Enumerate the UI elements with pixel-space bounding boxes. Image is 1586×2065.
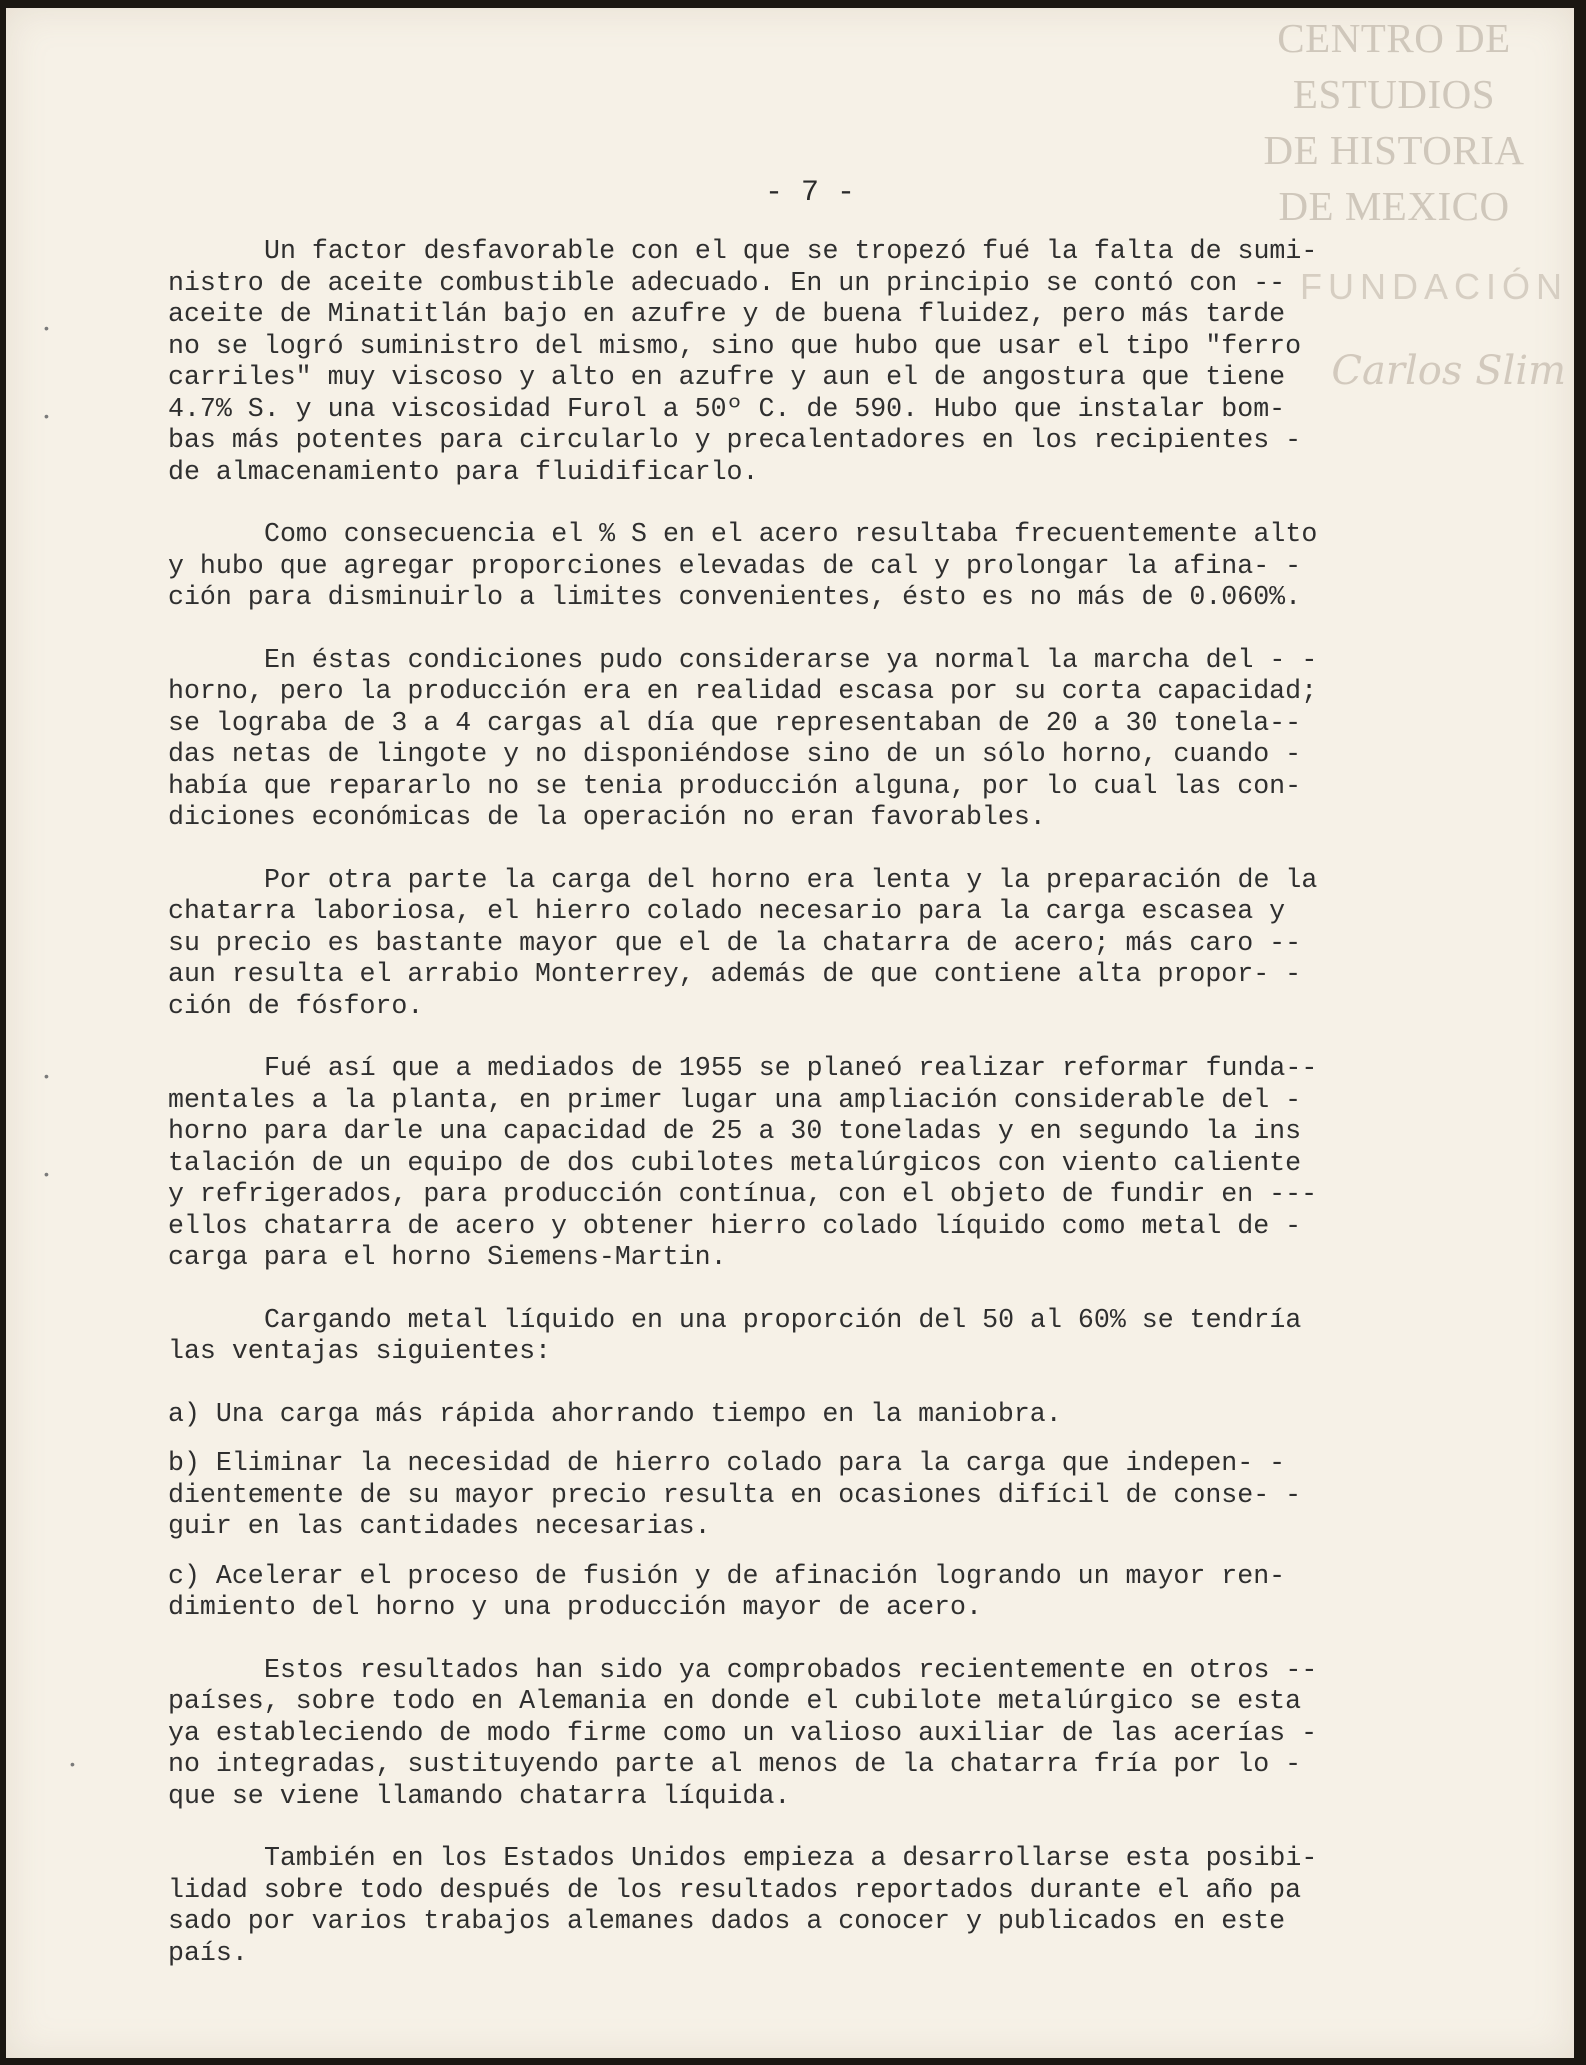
paragraph: [168, 645, 1498, 834]
watermark-line: DE MEXICO: [1278, 183, 1510, 229]
text-line: había que repararlo no se tenia producción alguna, por lo cual las con-: [168, 770, 1302, 801]
text-line: chatarra laboriosa, el hierro colado necesario para la carga escasea y: [168, 896, 1286, 926]
text-line: carga para el horno Siemens-Martin.: [168, 1242, 727, 1272]
text-line: aun resulta el arrabio Monterrey, además de que contiene alta propor- -: [168, 959, 1302, 989]
text-line: En éstas condiciones pudo considerarse ya normal la marcha del - -: [264, 644, 1318, 675]
paragraph: [168, 236, 1498, 488]
text-line: mentales a la planta, en primer lugar una ampliación considerable del -: [168, 1084, 1302, 1115]
text-line: 4.7% S. y una viscosidad Furol a 50º C. de 590. Hubo que instalar bom-: [168, 393, 1286, 424]
text-line: ya estableciendo de modo firme como un valioso auxiliar de las acerías -: [168, 1717, 1318, 1748]
text-line: dimiento del horno y una producción mayor de acero.: [168, 1592, 982, 1622]
text-line: ellos chatarra de acero y obtener hierro colado líquido como metal de -: [168, 1210, 1302, 1241]
paragraph: [168, 1305, 1498, 1368]
page-number: - 7 -: [764, 176, 855, 210]
text-line: lidad sobre todo después de los resultados reportados durante el año pa: [168, 1874, 1302, 1905]
watermark-line: ESTUDIOS: [1292, 71, 1496, 117]
fundacion-watermark: FUNDACIÓN: [1300, 266, 1568, 307]
text-line: su precio es bastante mayor que el de la chatarra de acero; más caro --: [168, 927, 1302, 958]
text-line: horno, pero la producción era en realidad escasa por su corta capacidad;: [168, 676, 1318, 706]
text-line: las ventajas siguientes:: [168, 1336, 552, 1366]
margin-dot: •: [44, 408, 49, 424]
watermark-line: CENTRO DE: [1277, 15, 1511, 61]
text-line: y hubo que agregar proporciones elevadas de cal y prolongar la afina- -: [168, 550, 1302, 581]
margin-dot: •: [44, 1166, 49, 1182]
text-line: Como consecuencia el % S en el acero resultaba frecuentemente alto: [264, 519, 1318, 549]
list-item: [168, 1561, 1498, 1624]
text-line: diciones económicas de la operación no eran favorables.: [168, 802, 1046, 832]
text-line: horno para darle una capacidad de 25 a 30 toneladas y en segundo la ins: [168, 1116, 1302, 1146]
text-line: Cargando metal líquido en una proporción del 50 al 60% se tendría: [264, 1304, 1302, 1335]
list-item: [168, 1448, 1498, 1543]
paragraph: [168, 865, 1498, 1023]
text-line: de almacenamiento para fluidificarlo.: [168, 456, 759, 487]
text-line: no se logró suministro del mismo, sino que hubo que usar el tipo "ferro: [168, 330, 1302, 361]
text-line: ción para disminuirlo a limites convenientes, ésto es no más de 0.060%.: [168, 582, 1302, 612]
margin-dot: •: [70, 1756, 75, 1772]
signature-watermark: Carlos Slim: [1331, 348, 1566, 394]
margin-dot: •: [44, 320, 49, 336]
text-line: Por otra parte la carga del horno era lenta y la preparación de la: [264, 864, 1318, 895]
text-line: Estos resultados han sido ya comprobados recientemente en otros --: [264, 1654, 1318, 1685]
text-line: ción de fósforo.: [168, 990, 424, 1021]
text-line: a) Una carga más rápida ahorrando tiempo en la maniobra.: [168, 1398, 1062, 1429]
document-page: [6, 8, 1574, 2058]
text-line: nistro de aceite combustible adecuado. En un principio se contó con --: [168, 267, 1286, 298]
text-line: carriles" muy viscoso y alto en azufre y aun el de angostura que tiene: [168, 362, 1286, 392]
text-line: países, sobre todo en Alemania en donde el cubilote metalúrgico se esta: [168, 1686, 1302, 1716]
watermark-line: DE HISTORIA: [1263, 127, 1525, 173]
text-line: que se viene llamando chatarra líquida.: [168, 1780, 791, 1811]
list-item: [168, 1399, 1498, 1431]
text-line: país.: [168, 1937, 248, 1968]
text-line: dientemente de su mayor precio resulta en ocasiones difícil de conse- -: [168, 1479, 1302, 1510]
text-line: talación de un equipo de dos cubilotes metalúrgicos con viento caliente: [168, 1147, 1302, 1178]
paragraph: [168, 1843, 1498, 1969]
text-line: b) Eliminar la necesidad de hierro colado para la carga que indepen- -: [168, 1448, 1286, 1478]
text-line: Fué así que a mediados de 1955 se planeó realizar reformar funda--: [264, 1053, 1318, 1083]
document-body: [168, 236, 1498, 2000]
text-line: guir en las cantidades necesarias.: [168, 1511, 711, 1541]
margin-dot: •: [44, 1068, 49, 1084]
text-line: Un factor desfavorable con el que se tropezó fué la falta de sumi-: [264, 236, 1318, 266]
paragraph: [168, 519, 1498, 614]
paragraph: [168, 1053, 1498, 1274]
text-line: se lograba de 3 a 4 cargas al día que representaban de 20 a 30 tonela--: [168, 707, 1302, 738]
text-line: bas más potentes para circularlo y precalentadores en los recipientes -: [168, 425, 1302, 455]
text-line: no integradas, sustituyendo parte al menos de la chatarra fría por lo -: [168, 1749, 1302, 1779]
text-line: sado por varios trabajos alemanes dados a conocer y publicados en este: [168, 1906, 1286, 1936]
text-line: aceite de Minatitlán bajo en azufre y de buena fluidez, pero más tarde: [168, 299, 1286, 329]
text-line: y refrigerados, para producción contínua, con el objeto de fundir en ---: [168, 1179, 1318, 1209]
text-line: También en los Estados Unidos empieza a desarrollarse esta posibi-: [264, 1843, 1318, 1873]
text-line: c) Acelerar el proceso de fusión y de afinación logrando un mayor ren-: [168, 1560, 1286, 1591]
paragraph: [168, 1655, 1498, 1813]
text-line: das netas de lingote y no disponiéndose sino de un sólo horno, cuando -: [168, 739, 1302, 769]
